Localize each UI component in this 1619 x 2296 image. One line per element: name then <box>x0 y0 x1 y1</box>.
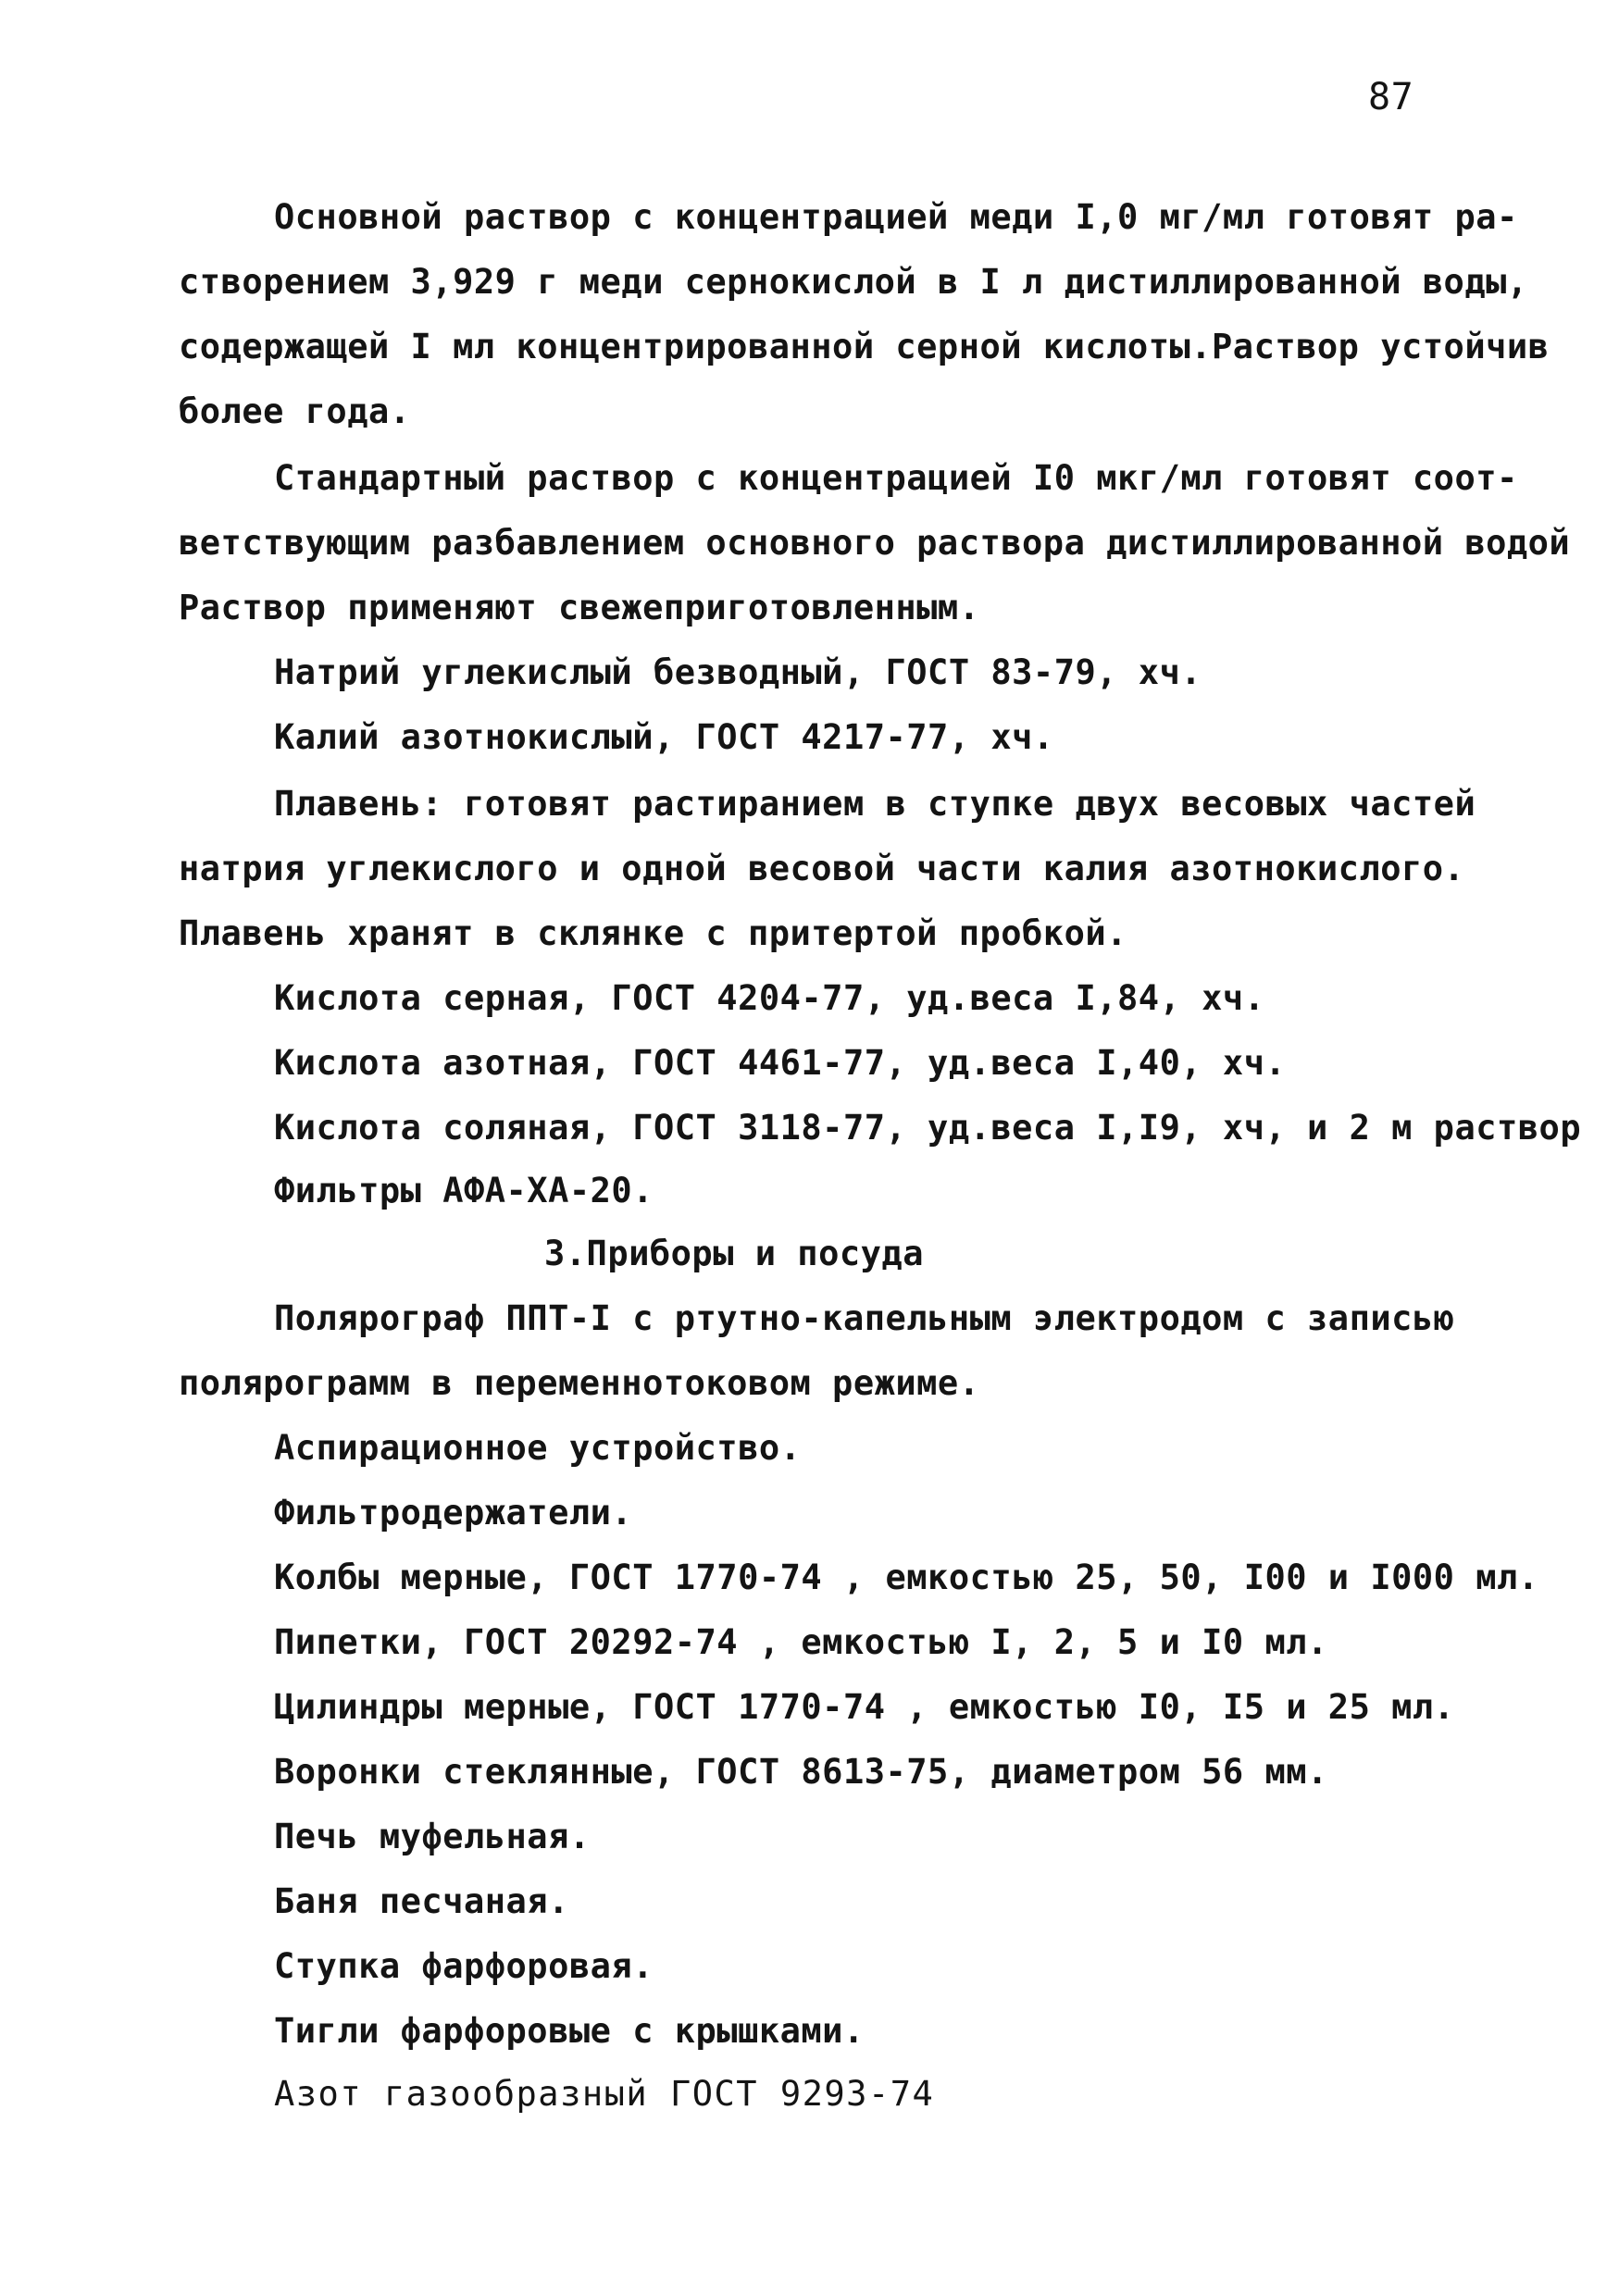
paragraph-line: натрия углекислого и одной весовой части калия азотнокислого. <box>179 849 1465 888</box>
paragraph-line: Стандартный раствор с концентрацией I0 мкг/мл готовят соот- <box>274 458 1518 498</box>
list-item: Кислота соляная, ГОСТ 3118-77, уд.веса I,I9, хч, и 2 м раствор <box>274 1108 1582 1148</box>
list-item: Колбы мерные, ГОСТ 1770-74 , емкостью 25, 50, I00 и I000 мл. <box>274 1558 1539 1597</box>
section-heading: 3.Приборы и посуда <box>544 1234 924 1273</box>
paragraph-line: Плавень хранят в склянке с притертой пробкой. <box>179 913 1127 953</box>
list-item: Цилиндры мерные, ГОСТ 1770-74 , емкостью I0, I5 и 25 мл. <box>274 1687 1455 1727</box>
paragraph-line: ветствующим разбавлением основного раствора дистиллированной водой <box>179 523 1571 563</box>
paragraph-line: содержащей I мл концентрированной серной кислоты.Раствор устойчив <box>179 327 1550 366</box>
list-item: Пипетки, ГОСТ 20292-74 , емкостью I, 2, 5 и I0 мл. <box>274 1622 1328 1662</box>
paragraph-line: створением 3,929 г меди сернокислой в I л дистиллированной воды, <box>179 262 1528 302</box>
paragraph-line: более года. <box>179 391 411 431</box>
list-item: Фильтры АФА-ХА-20. <box>274 1171 654 1210</box>
list-item: Азот газообразный ГОСТ 9293-74 <box>274 2074 935 2114</box>
paragraph-line: Основной раствор с концентрацией меди I,0 мг/мл готовят ра- <box>274 197 1518 237</box>
page-number: 87 <box>1368 76 1414 118</box>
list-item: Кислота серная, ГОСТ 4204-77, уд.веса I,84, хч. <box>274 978 1265 1018</box>
list-item: Фильтродержатели. <box>274 1493 633 1533</box>
list-item: Ступка фарфоровая. <box>274 1946 654 1986</box>
list-item: Калий азотнокислый, ГОСТ 4217-77, хч. <box>274 717 1054 757</box>
list-item: Воронки стеклянные, ГОСТ 8613-75, диаметром 56 мм. <box>274 1752 1328 1792</box>
list-item: Печь муфельная. <box>274 1817 591 1856</box>
list-item: Кислота азотная, ГОСТ 4461-77, уд.веса I,40, хч. <box>274 1043 1287 1083</box>
paragraph-line: Раствор применяют свежеприготовленным. <box>179 588 980 627</box>
list-item: Аспирационное устройство. <box>274 1428 802 1468</box>
paragraph-line: полярограмм в переменнотоковом режиме. <box>179 1363 980 1403</box>
list-item: Натрий углекислый безводный, ГОСТ 83-79, хч. <box>274 652 1202 692</box>
paragraph-line: Полярограф ППТ-I с ртутно-капельным электродом с записью <box>274 1298 1455 1338</box>
list-item: Тигли фарфоровые с крышками. <box>274 2011 865 2051</box>
list-item: Баня песчаная. <box>274 1881 569 1921</box>
paragraph-line: Плавень: готовят растиранием в ступке двух весовых частей <box>274 784 1476 824</box>
